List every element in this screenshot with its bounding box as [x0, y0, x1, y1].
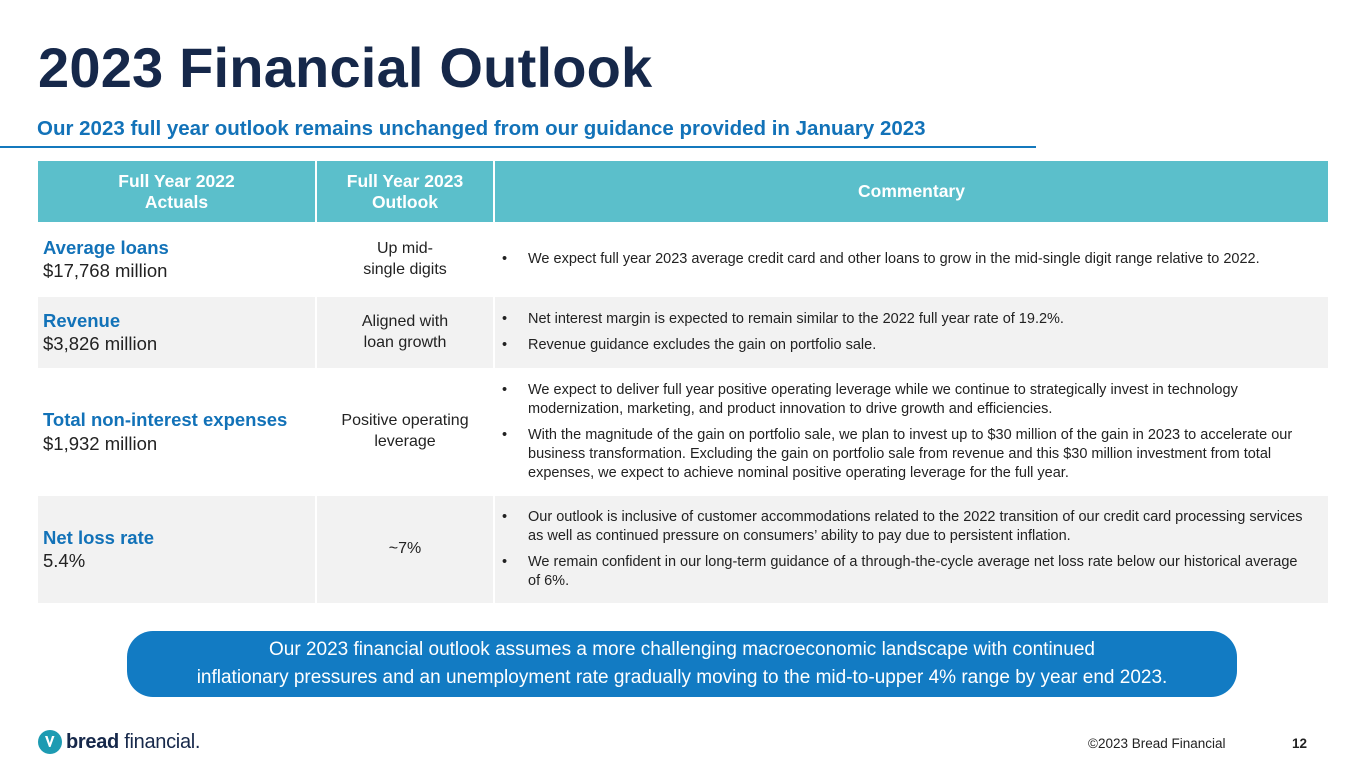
header-actuals: Full Year 2022 Actuals — [38, 161, 317, 222]
commentary-bullet: • We expect full year 2023 average credit card and other loans to grow in the mid-single digit range relative to 2022. — [499, 250, 1310, 269]
metric-value: $1,932 million — [43, 432, 158, 454]
metric-label: Average loans — [43, 236, 169, 258]
metric-value: $3,826 million — [43, 333, 158, 355]
actuals-cell — [38, 368, 317, 496]
commentary-bullet: • We remain confident in our long-term guidance of a through-the-cycle average net loss rate below our historical average of 6%. — [499, 553, 1310, 591]
bullet-icon: • — [502, 311, 508, 328]
outlook-cell: Aligned with loan growth — [317, 297, 495, 368]
actuals-cell — [38, 496, 317, 603]
metric-value: $17,768 million — [43, 260, 168, 282]
outlook-cell: Positive operating leverage — [317, 368, 495, 496]
bullet-icon: • — [502, 337, 508, 353]
metric-label: Net loss rate — [43, 526, 155, 548]
commentary-bullet: • Our outlook is inclusive of customer accommodations related to the 2022 transition of our credit card processing services as well as continued pressure on consumers’ ability to pay due to persistent inflation. — [499, 508, 1310, 546]
page-title: 2023 Financial Outlook — [38, 36, 653, 99]
commentary-bullet: • With the magnitude of the gain on portfolio sale, we plan to invest up to $30 million of the gain in 2023 to accelerate our business transformation. Excluding the gain on portfolio sale from revenue and this $30 million investment from total expenses, we expect to achieve nominal positive operating leverage for the full year. — [499, 426, 1310, 483]
outlook-table — [38, 161, 1328, 603]
table-row — [38, 297, 1328, 368]
actuals-cell — [38, 222, 317, 297]
page-subtitle: Our 2023 full year outlook remains unchanged from our guidance provided in January 2023 — [37, 117, 926, 140]
commentary-bullet: • Net interest margin is expected to remain similar to the 2022 full year rate of 19.2%. — [499, 310, 1310, 329]
bullet-icon: • — [502, 509, 508, 526]
bullet-icon: • — [502, 554, 508, 570]
outlook-cell: ~7% — [317, 496, 495, 603]
commentary-cell — [495, 496, 1328, 603]
company-logo — [38, 730, 200, 754]
assumption-banner: Our 2023 financial outlook assumes a more challenging macroeconomic landscape with continued inflationary pressures and an unemployment rate gradually moving to the mid-to-upper 4% range by year end 2023. — [127, 631, 1237, 697]
table-row — [38, 222, 1328, 297]
commentary-cell — [495, 222, 1328, 297]
copyright-text: ©2023 Bread Financial — [1088, 736, 1226, 751]
actuals-cell — [38, 297, 317, 368]
bullet-icon: • — [502, 382, 508, 399]
commentary-cell — [495, 297, 1328, 368]
subtitle-divider — [0, 146, 1036, 148]
header-outlook: Full Year 2023 Outlook — [317, 161, 495, 222]
bullet-icon: • — [502, 251, 508, 268]
commentary-cell — [495, 368, 1328, 496]
outlook-cell: Up mid- single digits — [317, 222, 495, 297]
metric-label: Revenue — [43, 309, 121, 331]
header-commentary: Commentary — [858, 181, 965, 201]
bullet-icon: • — [502, 427, 508, 444]
table-row — [38, 496, 1328, 603]
commentary-bullet: • Revenue guidance excludes the gain on portfolio sale. — [499, 336, 1310, 355]
metric-value: 5.4% — [43, 550, 86, 572]
bread-financial-logo-icon — [38, 730, 62, 754]
table-row — [38, 368, 1328, 496]
logo-wordmark: bread financial. — [66, 730, 201, 753]
commentary-bullet: • We expect to deliver full year positive operating leverage while we continue to strategically invest in technology modernization, marketing, and product innovation to drive growth and efficiencies. — [499, 381, 1310, 419]
page-number: 12 — [1292, 736, 1308, 751]
metric-label: Total non-interest expenses — [43, 409, 288, 431]
table-header-row — [38, 161, 1328, 222]
